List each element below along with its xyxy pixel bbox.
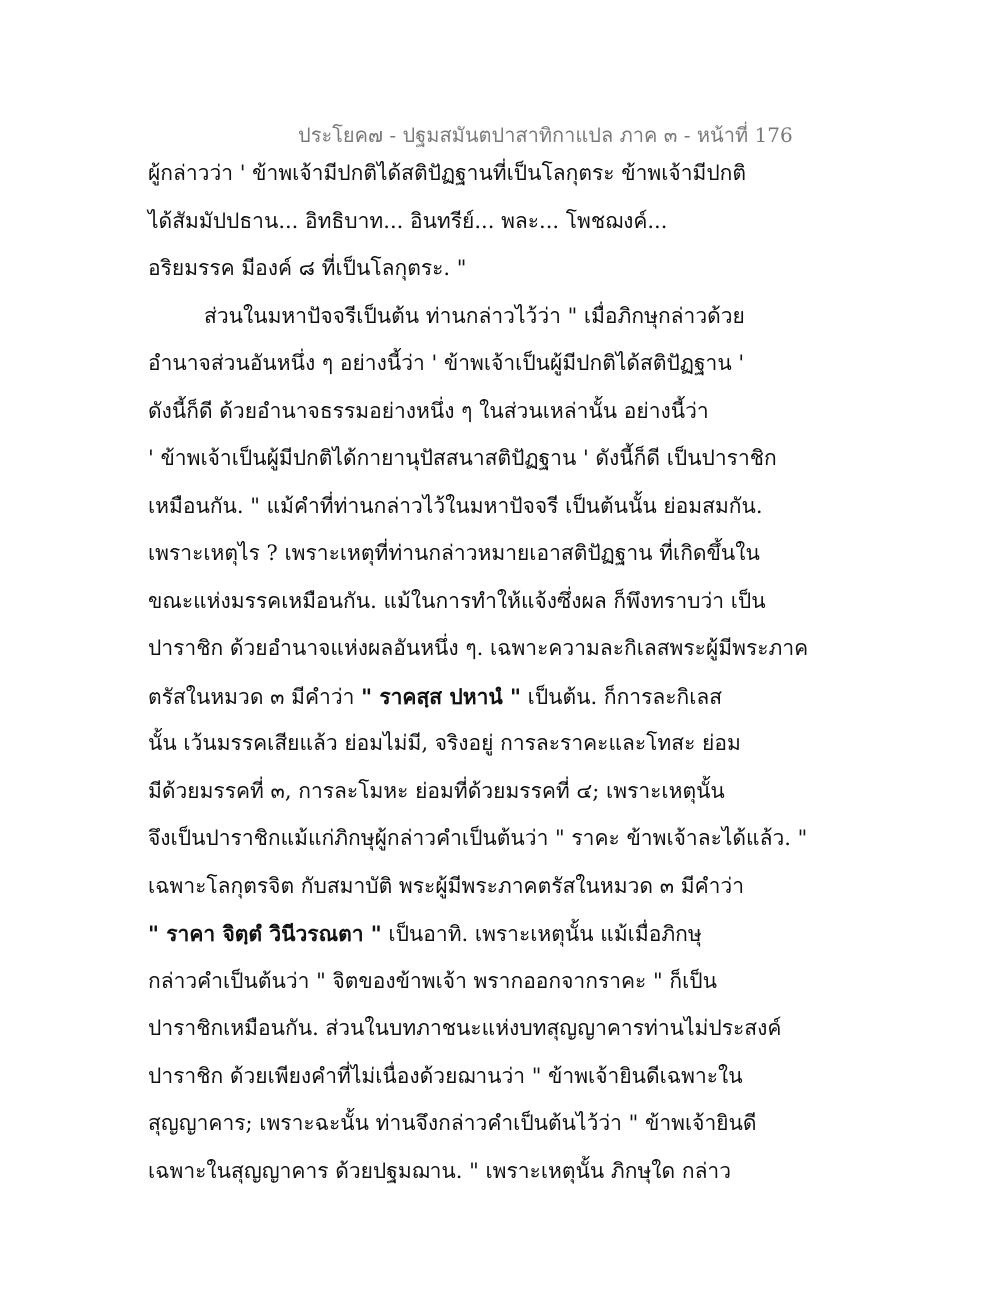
text-line: กล่าวคำเป็นต้นว่า " จิตของข้าพเจ้า พรากออกจากราคะ " ก็เป็น [148, 968, 717, 993]
text-line: ได้สัมมัปปธาน... อิทธิบาท... อินทรีย์... พละ... โพชฌงค์... [148, 208, 668, 233]
text-line: ขณะแห่งมรรคเหมือนกัน. แม้ในการทำให้แจ้งซึ่งผล ก็พึงทราบว่า เป็น [148, 588, 766, 613]
paragraph-start-line: ส่วนในมหาปัจจรีเป็นต้น ท่านกล่าวไว้ว่า " เมื่อภิกษุกล่าวด้วย [204, 303, 745, 328]
text-line: เพราะเหตุไร ? เพราะเหตุที่ท่านกล่าวหมายเอาสติปัฏฐาน ที่เกิดขึ้นใน [148, 541, 760, 565]
text-line: สุญญาคาร; เพราะฉะนั้น ท่านจึงกล่าวคำเป็นต้นไว้ว่า " ข้าพเจ้ายินดี [148, 1111, 757, 1135]
text-line: นั้น เว้นมรรคเสียแล้ว ย่อมไม่มี, จริงอยู่ การละราคะและโทสะ ย่อม [148, 731, 741, 755]
text-line: ผู้กล่าวว่า ' ข้าพเจ้ามีปกติได้สติปัฏฐานที่เป็นโลกุตระ ข้าพเจ้ามีปกติ [148, 161, 747, 185]
text-line: ' ข้าพเจ้าเป็นผู้มีปกติได้กายานุปัสสนาสติปัฏฐาน ' ดังนี้ก็ดี เป็นปาราชิก [148, 446, 777, 470]
text-segment: ตรัสในหมวด ๓ มีคำว่า [148, 684, 362, 709]
running-header: ประโยค๗ - ปฐมสมันตปาสาทิกาแปล ภาค ๓ - หน้าที่ 176 [298, 123, 793, 147]
pali-quote: " ราคา จิตฺตํ วินีวรณตา " [148, 921, 382, 946]
text-segment: เป็นต้น. ก็การละกิเลส [521, 684, 723, 709]
text-line: อำนาจส่วนอันหนึ่ง ๆ อย่างนี้ว่า ' ข้าพเจ้าเป็นผู้มีปกติได้สติปัฏฐาน ' [148, 351, 745, 375]
text-line: เฉพาะในสุญญาคาร ด้วยปฐมฌาน. " เพราะเหตุนั้น ภิกษุใด กล่าว [148, 1158, 732, 1183]
pali-quote: " ราคสฺส ปหานํ " [361, 683, 521, 709]
text-line: ปาราชิกเหมือนกัน. ส่วนในบทภาชนะแห่งบทสุญญาคารท่านไม่ประสงค์ [148, 1016, 782, 1040]
text-line [148, 673, 768, 721]
text-line: มีด้วยมรรคที่ ๓, การละโมหะ ย่อมที่ด้วยมรรคที่ ๔; เพราะเหตุนั้น [148, 778, 725, 803]
text-line: เหมือนกัน. " แม้คำที่ท่านกล่าวไว้ในมหาปัจจรี เป็นต้นนั้น ย่อมสมกัน. [148, 493, 763, 518]
body-text [148, 150, 809, 1195]
text-segment: เป็นอาทิ. เพราะเหตุนั้น แม้เมื่อภิกษุ [381, 922, 702, 946]
text-line: อริยมรรค มีองค์ ๘ ที่เป็นโลกุตระ. " [148, 256, 467, 280]
text-line: ปาราชิก ด้วยเพียงคำที่ไม่เนื่องด้วยฌานว่า " ข้าพเจ้ายินดีเฉพาะใน [148, 1063, 743, 1088]
text-line: จึงเป็นปาราชิกแม้แก่ภิกษุผู้กล่าวคำเป็นต้นว่า " ราคะ ข้าพเจ้าละได้แล้ว. " [148, 826, 808, 850]
text-line: ปาราชิก ด้วยอำนาจแห่งผลอันหนึ่ง ๆ. เฉพาะความละกิเลสพระผู้มีพระภาค [148, 636, 809, 660]
text-line [148, 910, 768, 958]
text-line: เฉพาะโลกุตรจิต กับสมาบัติ พระผู้มีพระภาคตรัสในหมวด ๓ มีคำว่า [148, 873, 744, 898]
text-line: ดังนี้ก็ดี ด้วยอำนาจธรรมอย่างหนึ่ง ๆ ในส่วนเหล่านั้น อย่างนี้ว่า [148, 398, 709, 423]
